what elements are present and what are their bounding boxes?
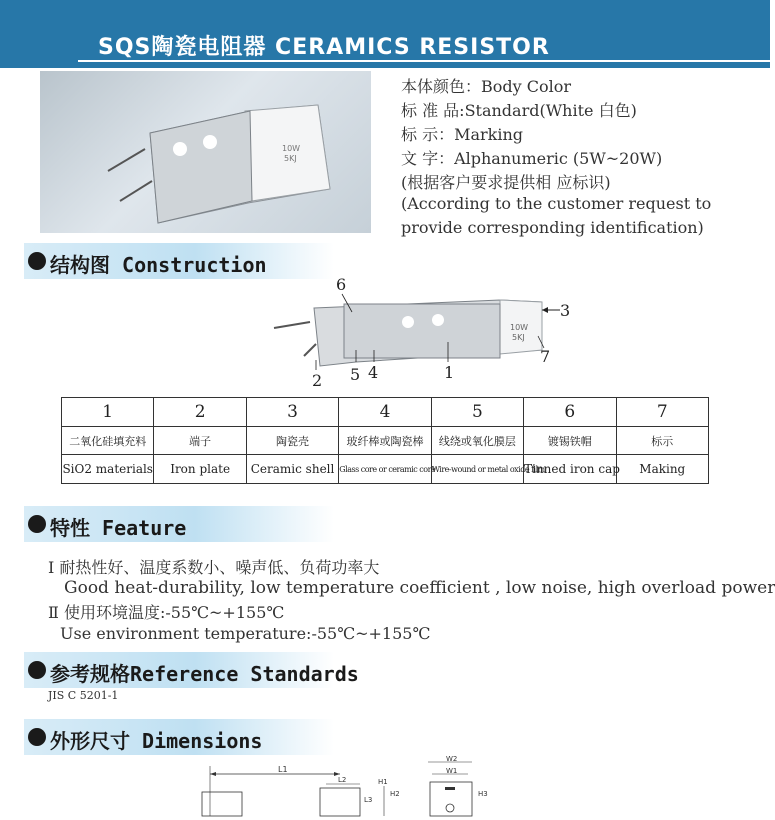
svg-text:3: 3	[560, 301, 571, 320]
section-dimensions	[24, 719, 334, 755]
svg-text:10W: 10W	[510, 323, 529, 332]
svg-text:W1: W1	[446, 767, 458, 775]
svg-text:7: 7	[540, 347, 551, 366]
table-cell: 6	[524, 398, 616, 427]
spec-cn-note: (根据客户要求提供相 应标识)	[401, 173, 611, 192]
table-cell: Iron plate	[154, 455, 246, 484]
svg-text:W2: W2	[446, 755, 458, 763]
svg-text:L2: L2	[338, 776, 347, 784]
table-cell: 端子	[154, 427, 246, 455]
bullet-icon	[28, 661, 46, 679]
svg-text:L1: L1	[278, 765, 288, 774]
svg-text:2: 2	[312, 371, 323, 390]
dimensions-diagram	[180, 752, 500, 816]
bullet-icon	[28, 515, 46, 533]
feature-2-cn: Ⅱ 使用环境温度:-55℃~+155℃	[48, 603, 285, 622]
dimensions-drawing	[180, 752, 500, 816]
section-title: 结构图 Construction	[50, 253, 267, 277]
svg-text:L3: L3	[364, 796, 373, 804]
table-cell: 3	[246, 398, 338, 427]
table-cell: SiO2 materials	[62, 455, 154, 484]
svg-text:5KJ: 5KJ	[512, 333, 525, 342]
table-cell: 二氧化硅填充料	[62, 427, 154, 455]
table-cell: 陶瓷壳	[246, 427, 338, 455]
table-row-english	[62, 455, 709, 484]
table-row-numbers	[62, 398, 709, 427]
svg-text:H3: H3	[478, 790, 488, 798]
svg-text:6: 6	[336, 275, 347, 294]
spec-en-note-1: (According to the customer request to	[401, 194, 712, 213]
parts-table	[61, 397, 709, 484]
section-title: 特性 Feature	[50, 516, 187, 540]
table-cell: Ceramic shell	[246, 455, 338, 484]
spec-alphanumeric: 文 字：Alphanumeric (5W~20W)	[401, 149, 663, 168]
table-cell: 7	[616, 398, 708, 427]
section-reference	[24, 652, 359, 688]
header-divider	[78, 60, 770, 62]
svg-text:5: 5	[350, 365, 361, 384]
reference-standard: JIS C 5201-1	[48, 689, 119, 702]
svg-text:4: 4	[368, 363, 379, 382]
table-row-chinese	[62, 427, 709, 455]
section-title: 参考规格Reference Standards	[50, 662, 359, 686]
page-title: SQS陶瓷电阻器 CERAMICS RESISTOR	[98, 35, 550, 60]
table-cell: Making	[616, 455, 708, 484]
feature-1-cn: Ⅰ 耐热性好、温度系数小、噪声低、负荷功率大	[48, 558, 380, 577]
svg-text:H1: H1	[378, 778, 388, 786]
spec-standard: 标 准 品:Standard(White 白色)	[401, 101, 637, 120]
table-cell: Wire-wound or metal oxide film	[431, 455, 523, 484]
spec-body-color: 本体颜色：Body Color	[401, 77, 572, 96]
table-cell: 1	[62, 398, 154, 427]
section-title: 外形尺寸 Dimensions	[50, 729, 263, 753]
table-cell: 玻纤棒或陶瓷棒	[339, 427, 431, 455]
table-cell: 标示	[616, 427, 708, 455]
table-cell: Tinned iron cap	[524, 455, 616, 484]
svg-text:H2: H2	[390, 790, 400, 798]
feature-1-en: Good heat-durability, low temperature coefficient , low noise, high overload power	[64, 578, 775, 598]
table-cell: 线绕或氧化膜层	[431, 427, 523, 455]
svg-text:5KJ: 5KJ	[284, 154, 297, 163]
table-cell: 2	[154, 398, 246, 427]
table-cell: Glass core or ceramic core	[339, 455, 431, 484]
table-cell: 5	[431, 398, 523, 427]
svg-text:10W: 10W	[282, 144, 301, 153]
resistor-photo-drawing	[40, 71, 371, 233]
product-photo	[40, 71, 371, 233]
bullet-icon	[28, 252, 46, 270]
svg-text:1: 1	[444, 363, 455, 382]
bullet-icon	[28, 728, 46, 746]
section-feature	[24, 506, 334, 542]
table-cell: 4	[339, 398, 431, 427]
construction-drawing	[260, 270, 580, 390]
table-cell: 镀锡铁帽	[524, 427, 616, 455]
construction-diagram	[260, 270, 580, 390]
spec-en-note-2: provide corresponding identification)	[401, 218, 704, 237]
feature-2-en: Use environment temperature:-55℃~+155℃	[60, 624, 431, 643]
spec-marking: 标 示：Marking	[401, 125, 524, 144]
